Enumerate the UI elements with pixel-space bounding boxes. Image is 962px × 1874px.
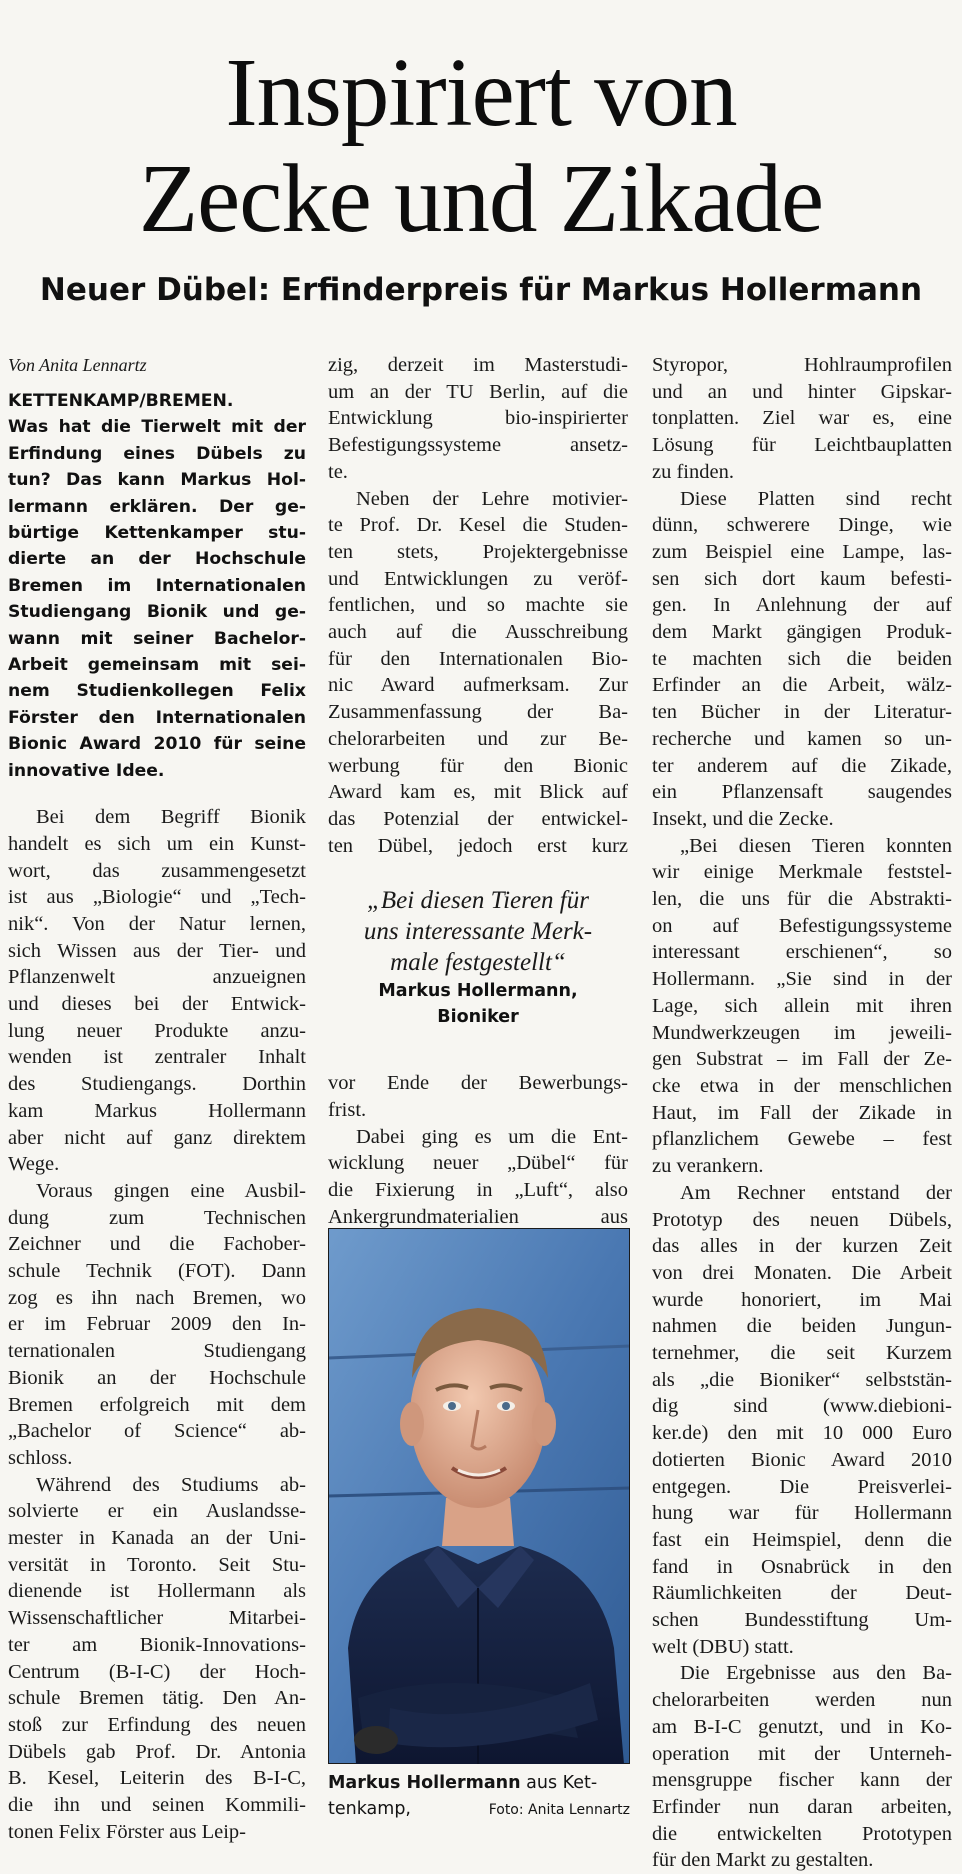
text-line: Räumlichkeiten der Deut-: [652, 1582, 952, 1605]
text-line: dung zum Technischen: [8, 1206, 306, 1229]
text-line: cke etwa in der menschlichen: [652, 1074, 952, 1097]
text-line: zog es ihn nach Bremen, wo: [8, 1286, 306, 1309]
text-line: mester in Kanada an der Uni-: [8, 1527, 306, 1550]
text-line: Hollermann. „Sie sind in der: [652, 968, 952, 991]
headline-line-2: Zecke und Zikade: [138, 145, 824, 252]
lead-line: bürtige Kettenkamper stu-: [8, 523, 306, 544]
text-line: interessant erschienen“, so: [652, 941, 952, 964]
column-2: [328, 352, 628, 1231]
lead-line: Was hat die Tierwelt mit der: [8, 417, 306, 438]
text-line: die ihn und seinen Kommili-: [8, 1794, 306, 1817]
text-line: fast ein Heimspiel, denn die: [652, 1528, 952, 1551]
text-line: Pflanzenwelt anzueignen: [8, 966, 306, 989]
lead-line: nem Studienkollegen Felix: [8, 681, 306, 702]
text-line: Während des Studiums ab-: [36, 1473, 306, 1496]
text-line: dem Markt gängigen Produk-: [652, 621, 952, 644]
text-line: Lösung für Leichtbauplatten: [652, 434, 952, 457]
headline: [0, 40, 962, 252]
text-line: nahmen die beiden Jungun-: [652, 1315, 952, 1338]
lead-line: Bremen im Internationalen: [8, 575, 306, 596]
text-line: Neben der Lehre motivier-: [356, 487, 628, 510]
subheadline: Neuer Dübel: Erfinderpreis für Markus Hollermann: [39, 272, 923, 308]
text-line: Wege.: [8, 1153, 60, 1176]
text-line: Zeichner und die Fachober-: [8, 1233, 306, 1256]
text-line: recherche und kamen so un-: [652, 727, 952, 750]
portrait-photo: [328, 1228, 630, 1764]
text-line: zig, derzeit im Masterstudi-: [328, 354, 628, 376]
text-line: chelorarbeiten und zur Be-: [328, 727, 628, 750]
text-line: nik“. Von der Natur lernen,: [8, 912, 306, 935]
column-3-body: [652, 352, 952, 1874]
text-line: Wissenschaftlicher Mitarbei-: [8, 1607, 306, 1630]
text-line: Award kam es, mit Blick auf: [328, 781, 628, 804]
text-line: er im Februar 2009 den In-: [8, 1313, 306, 1336]
text-line: und an und hinter Gipskar-: [652, 380, 952, 403]
text-line: „Bachelor of Science“ ab-: [8, 1420, 306, 1443]
lead-paragraph: [8, 388, 306, 784]
text-line: Dabei ging es um die Ent-: [356, 1125, 628, 1148]
text-line: Bremen erfolgreich mit dem: [8, 1393, 306, 1416]
text-line: wenden ist zentraler Inhalt: [8, 1046, 306, 1069]
text-line: fentlichen, und so machte sie: [328, 594, 628, 617]
lead-line: innovative Idee.: [8, 760, 165, 781]
pull-quote: [328, 885, 628, 1030]
text-line: Bionik an der Hochschule: [8, 1366, 306, 1389]
caption-text: aus Ket-: [520, 1773, 598, 1793]
text-line: on auf Befestigungssysteme: [652, 914, 952, 937]
text-line: ten stets, Projektergebnisse: [328, 540, 628, 563]
text-line: zu verankern.: [652, 1155, 764, 1178]
text-line: sich Wissen aus der Tier- und: [8, 939, 306, 962]
text-line: Styropor, Hohlraumprofilen: [652, 354, 952, 376]
text-line: aber nicht auf ganz direktem: [8, 1126, 306, 1149]
text-line: werbung für den Bionic: [328, 754, 628, 777]
text-line: te.: [328, 460, 348, 483]
column-3: [652, 352, 952, 1874]
text-line: Insekt, und die Zecke.: [652, 807, 834, 830]
text-line: Zusammenfassung der Ba-: [328, 701, 628, 724]
text-line: schen Bundesstiftung Um-: [652, 1609, 952, 1632]
text-line: ternationalen Studiengang: [8, 1340, 306, 1363]
lead-line: Arbeit gemeinsam mit sei-: [8, 655, 306, 676]
text-line: ten Dübel, jedoch erst kurz: [328, 834, 628, 857]
text-line: als „die Bioniker“ selbststän-: [652, 1368, 952, 1391]
text-line: versität in Toronto. Seit Stu-: [8, 1553, 306, 1576]
text-line: ter anderem auf die Zikade,: [652, 754, 952, 777]
photo-credit: Foto: Anita Lennartz: [488, 1802, 630, 1818]
text-line: Die Ergebnisse aus den Ba-: [680, 1662, 952, 1685]
text-line: ker.de) den mit 10 000 Euro: [652, 1422, 952, 1445]
text-line: auch auf die Ausschreibung: [328, 621, 628, 644]
text-line: schule Technik (FOT). Dann: [8, 1260, 306, 1283]
text-line: die Fixierung in „Luft“, also: [328, 1179, 628, 1202]
text-line: dienende ist Hollermann als: [8, 1580, 306, 1603]
text-line: sen sich dort kaum befesti-: [652, 567, 952, 590]
text-line: operation mit der Unterneh-: [652, 1742, 952, 1765]
text-line: das alles in der kurzen Zeit: [652, 1235, 952, 1258]
pull-quote-line: male festgestellt“: [390, 949, 566, 977]
text-line: ter am Bionik-Innovations-: [8, 1633, 306, 1656]
text-line: Dübels gab Prof. Dr. Antonia: [8, 1740, 306, 1763]
text-line: zum Beispiel eine Lampe, las-: [652, 540, 952, 563]
text-line: welt (DBU) statt.: [652, 1635, 794, 1658]
lead-line: lermann erklären. Der ge-: [8, 496, 306, 517]
text-line: vor Ende der Bewerbungs-: [328, 1072, 628, 1095]
text-line: Erfinder an die Arbeit, wälz-: [652, 674, 952, 697]
text-line: handelt es sich um ein Kunst-: [8, 832, 306, 855]
text-line: tonplatten. Ziel war es, eine: [652, 407, 952, 430]
pull-quote-line: uns interessante Merk-: [363, 918, 593, 946]
text-line: Voraus gingen eine Ausbil-: [36, 1179, 306, 1202]
text-line: um an der TU Berlin, auf die: [328, 380, 628, 403]
text-line: die entwickelten Prototypen: [652, 1822, 952, 1845]
text-line: schloss.: [8, 1446, 73, 1469]
lead-line: Erfindung eines Dübels zu: [8, 443, 306, 464]
pull-quote-role: Bioniker: [437, 1007, 519, 1028]
text-line: für den Markt zu gestalten.: [652, 1849, 874, 1872]
pull-quote-line: „Bei diesen Tieren für: [367, 887, 589, 915]
text-line: Befestigungssysteme ansetz-: [328, 434, 628, 457]
text-line: Centrum (B-I-C) der Hoch-: [8, 1660, 306, 1683]
text-line: Diese Platten sind recht: [680, 487, 952, 510]
lead-line: wann mit seiner Bachelor-: [8, 628, 306, 649]
text-line: wurde honoriert, im Mai: [652, 1288, 952, 1311]
text-line: stoß zur Erfindung des neuen: [8, 1714, 306, 1736]
column-2-body-top: [328, 352, 628, 859]
caption-name: Markus Hollermann: [328, 1773, 521, 1793]
text-line: gen Substrat – im Fall der Ze-: [652, 1048, 952, 1071]
column-1: [8, 352, 306, 1846]
photo-caption: [328, 1770, 630, 1823]
headline-line-1: Inspiriert von: [225, 39, 737, 146]
text-line: tonen Felix Förster aus Leip-: [8, 1820, 246, 1843]
lead-line: tun? Das kann Markus Hol-: [8, 470, 306, 491]
text-line: entgegen. Die Preisverlei-: [652, 1475, 952, 1498]
byline: Von Anita Lennartz: [8, 355, 147, 375]
text-line: Bei dem Begriff Bionik: [36, 806, 306, 829]
text-line: ein Pflanzensaft saugendes: [652, 781, 952, 804]
text-line: ternehmer, die seit Kurzem: [652, 1342, 952, 1365]
text-line: ten Bücher in der Literatur-: [652, 701, 952, 724]
column-1-body: [8, 804, 306, 1845]
text-line: mensgruppe fischer kann der: [652, 1769, 952, 1792]
text-line: dig sind (www.diebioni-: [652, 1395, 952, 1418]
text-line: und Entwicklungen zu veröf-: [328, 567, 628, 590]
column-2-body-bottom: [328, 1070, 628, 1230]
text-line: frist.: [328, 1099, 367, 1122]
text-line: und dieses bei der Entwick-: [8, 993, 306, 1016]
lead-line: dierte an der Hochschule: [8, 549, 306, 570]
pull-quote-author: Markus Hollermann,: [378, 981, 578, 1002]
text-line: Haut, im Fall der Zikade in: [652, 1101, 952, 1124]
text-line: Mundwerkzeugen im jeweili-: [652, 1021, 952, 1044]
text-line: schule Bremen tätig. Den An-: [8, 1687, 306, 1710]
lead-line: KETTENKAMP/BREMEN.: [8, 391, 234, 411]
text-line: dünn, schwerere Dinge, wie: [652, 514, 952, 537]
text-line: fand in Osnabrück in den: [652, 1555, 952, 1578]
text-line: „Bei diesen Tieren konnten: [680, 834, 952, 857]
text-line: am B-I-C genutzt, und in Ko-: [652, 1715, 952, 1738]
text-line: solvierte er ein Auslandsse-: [8, 1500, 306, 1523]
text-line: kam Markus Hollermann: [8, 1099, 306, 1122]
text-line: gen. In Anlehnung der auf: [652, 594, 952, 617]
text-line: für den Internationalen Bio-: [328, 647, 628, 670]
text-line: te machten sich die beiden: [652, 647, 952, 670]
text-line: zu finden.: [652, 460, 734, 483]
text-line: wicklung neuer „Dübel“ für: [328, 1152, 628, 1175]
text-line: des Studiengangs. Dorthin: [8, 1073, 306, 1096]
text-line: wort, das zusammengesetzt: [8, 859, 306, 882]
text-line: Prototyp des neuen Dübels,: [652, 1208, 952, 1231]
text-line: dotierten Bionic Award 2010: [652, 1448, 952, 1471]
text-line: Am Rechner entstand der: [680, 1181, 952, 1204]
text-line: chelorarbeiten werden nun: [652, 1689, 952, 1712]
lead-line: Förster den Internationalen: [8, 707, 306, 728]
text-line: Entwicklung bio-inspirierter: [328, 407, 628, 430]
text-line: lung neuer Produkte anzu-: [8, 1019, 306, 1042]
text-line: pflanzlichem Gewebe – fest: [652, 1128, 952, 1151]
text-line: B. Kesel, Leiterin des B-I-C,: [8, 1767, 306, 1790]
caption-text-2: tenkamp,: [328, 1799, 411, 1819]
text-line: Erfinder nun daran arbeiten,: [652, 1795, 952, 1818]
text-line: nic Award aufmerksam. Zur: [328, 674, 628, 697]
text-line: te Prof. Dr. Kesel die Studen-: [328, 514, 628, 537]
lead-line: Studiengang Bionik und ge-: [8, 602, 306, 623]
lead-line: Bionic Award 2010 für seine: [8, 734, 306, 755]
text-line: von drei Monaten. Die Arbeit: [652, 1261, 952, 1284]
text-line: len, die uns für die Abstrakti-: [652, 888, 952, 911]
text-line: ist aus „Biologie“ und „Tech-: [8, 886, 306, 909]
text-line: Ankergrundmaterialien aus: [328, 1205, 628, 1228]
text-line: das Potenzial der entwickel-: [328, 807, 628, 830]
text-line: wir einige Merkmale feststel-: [652, 861, 952, 884]
text-line: Lage, sich allein mit ihren: [652, 994, 952, 1017]
text-line: hung war für Hollermann: [652, 1502, 952, 1525]
